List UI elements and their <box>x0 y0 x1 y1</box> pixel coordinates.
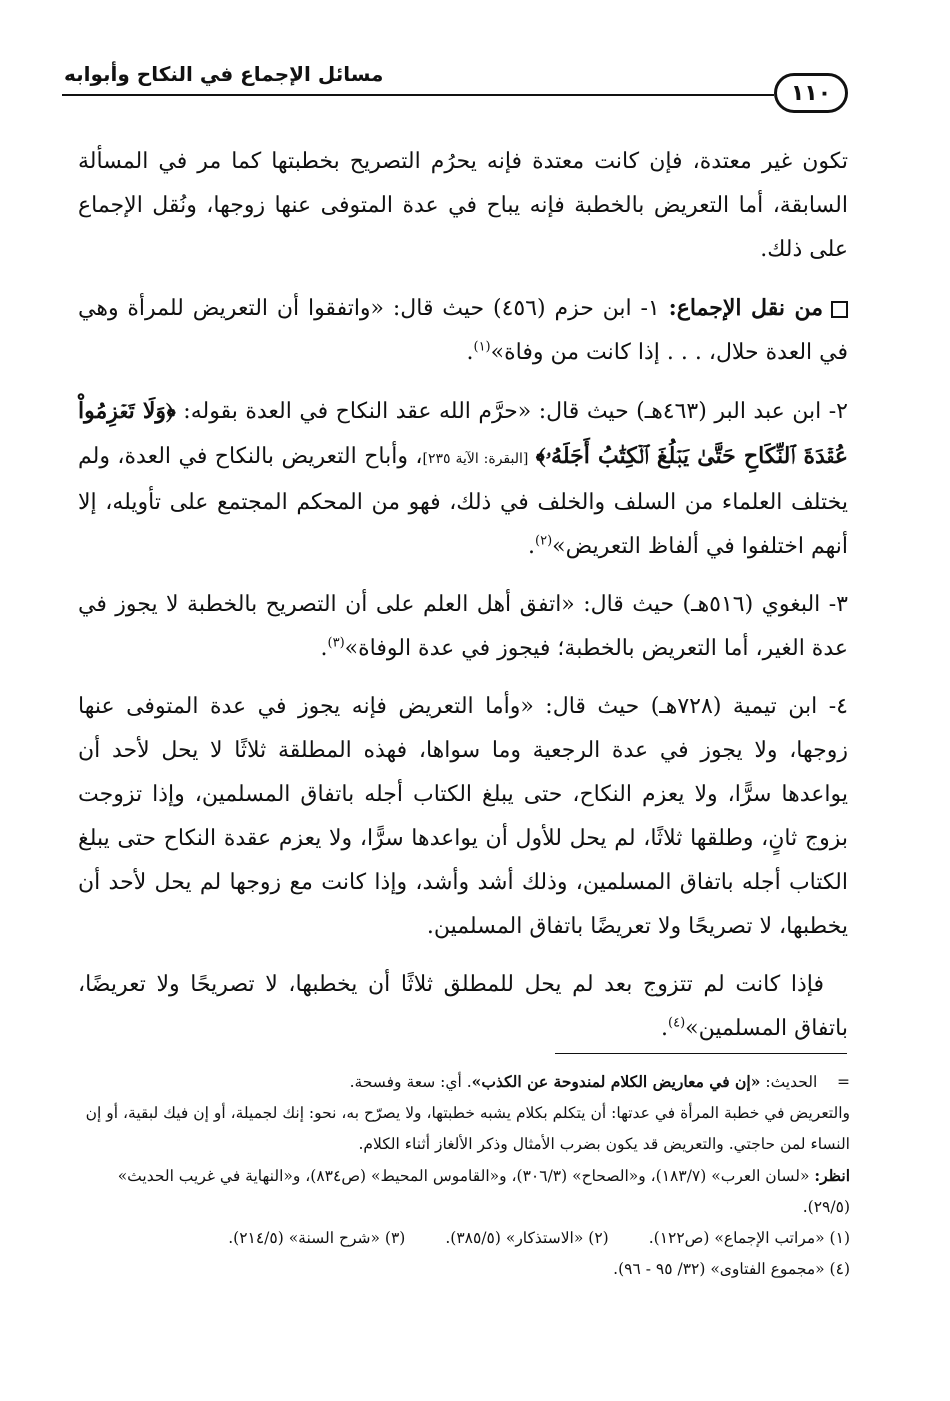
footnote-definition: والتعريض في خطبة المرأة في عدتها: أن يتكلم بكلام يشبه خطبتها، ولا يصرّح به، نحو: إنك لجميلة، أو إن فيك لبقية، أو إن النساء لمن حاجتي. والتعريض قد يكون بضرب الأمثال وذكر الألغاز أثناء الكلام. <box>85 1104 850 1153</box>
footnote-ref: (٤) <box>668 1015 686 1031</box>
footnote-continued <box>70 1066 850 1098</box>
footnote-4: (٤) «مجموع الفتاوى» (٣٢/ ٩٥ - ٩٦). <box>613 1260 850 1278</box>
baghawi-text: ٣- البغوي (٥١٦هـ) حيث قال: «اتفق أهل العلم على أن التصريح بالخطبة لا يجوز في عدة الغير، أما التعريض بالخطبة؛ فيجوز في عدة الوفاة» <box>78 592 848 661</box>
main-text <box>78 140 848 1065</box>
footnote-ref: (١) <box>473 339 491 355</box>
footnote-ref: (٢) <box>535 533 553 549</box>
see-label: انظر: <box>814 1166 850 1185</box>
paragraph-ibn-abd-albarr: ٢- ابن عبد البر (٤٦٣هـ) حيث قال: «حرَّم الله عقد النكاح في العدة بقوله: ﴿وَلَا تَعۡزِمُواْ عُقۡدَةَ ٱلنِّكَاحِ حَتَّىٰ يَبۡلُغَ ٱلۡكِتَٰبُ أَجَلَهُۥ﴾ [البقرة: الآية ٢٣٥]، وأباح التعريض بالنكاح في العدة، ولم يختلف العلماء من السلف والخلف في ذلك، فهو من المحكم المجتمع على تأويله، إلا أنهم اختلفوا في ألفاظ التعريض»$^{(٢)}$. <box>78 398 848 559</box>
paragraph-ibn-hazm: من نقل الإجماع: ١- ابن حزم (٤٥٦) حيث قال: «واتفقوا أن التعريض للمرأة وهي في العدة حلال، . . . إذا كانت من وفاة»$^{(١)}$. <box>78 295 848 365</box>
footnote-explanation: . أي: سعة وفسحة. <box>349 1073 472 1091</box>
hadith-quote: «إن في معاريض الكلام لمندوحة عن الكذب» <box>471 1072 761 1091</box>
see-text: «لسان العرب» (١٨٣/٧)، و«الصحاح» (٣٠٦/٣)، و«القاموس المحيط» (ص٨٣٤)، و«النهاية في غريب الحديث» (٢٩/٥). <box>117 1167 850 1216</box>
paragraph-continuation <box>78 963 848 1051</box>
header-rule <box>62 94 774 96</box>
page-number: ١١٠ <box>790 80 832 106</box>
ibn-abd-albarr-text-b: ، وأباح التعريض بالنكاح في العدة، ولم يختلف العلماء من السلف والخلف في ذلك، فهو من المحكم المجتمع على تأويله، إلا أنهم اختلفوا في ألفاظ التعريض» <box>78 444 848 559</box>
footnote-1: (١) «مراتب الإجماع» (ص١٢٢). <box>648 1229 850 1247</box>
ibn-hazm-text: ١- ابن حزم (٤٥٦) حيث قال: «واتفقوا أن التعريض للمرأة وهي في العدة حلال، . . . إذا كانت من وفاة» <box>78 296 848 365</box>
paragraph-baghawi: ٣- البغوي (٥١٦هـ) حيث قال: «اتفق أهل العلم على أن التصريح بالخطبة لا يجوز في عدة الغير، أما التعريض بالخطبة؛ فيجوز في عدة الوفاة»$^{(٣)}$. <box>78 592 848 661</box>
paragraph-ibn-taymiyya: ٤- ابن تيمية (٧٢٨هـ) حيث قال: «وأما التعريض فإنه يجوز في عدة المتوفى عنها زوجها، ولا يجوز في عدة الرجعية وما سواها، فهذه المطلقة ثلاثًا لا يحل لأحد أن يواعدها سرًّا، ولا يعزم النكاح، حتى يبلغ الكتاب أجله باتفاق المسلمين، وإذا تزوجت بزوج ثانٍ، وطلقها ثلاثًا، لم يحل للأول أن يواعدها سرًّا، ولا يعزم عقدة النكاح حتى يبلغ الكتاب أجله باتفاق المسلمين، وذلك أشد وأشد، وإذا كانت مع زوجها لم يحل لأحد أن يخطبها، لا تصريحًا ولا تعريضًا باتفاق المسلمين. <box>78 694 848 939</box>
running-title: مسائل الإجماع في النكاح وأبوابه <box>64 62 384 86</box>
section-heading: من نقل الإجماع: <box>668 295 823 321</box>
footnote-ref: (٣) <box>327 635 345 651</box>
continuation-text: فإذا كانت لم تتزوج بعد لم يحل للمطلق ثلاثًا أن يخطبها، لا تصريحًا ولا تعريضًا، باتفاق المسلمين» <box>78 972 848 1041</box>
quran-verse: ﴿وَلَا تَعۡزِمُواْ عُقۡدَةَ ٱلنِّكَاحِ حَتَّىٰ يَبۡلُغَ ٱلۡكِتَٰبُ أَجَلَهُۥ﴾ <box>78 398 848 469</box>
period: . <box>661 1016 668 1041</box>
footnote-3: (٣) «شرح السنة» (٢١٤/٥). <box>228 1229 406 1247</box>
paragraph-intro: تكون غير معتدة، فإن كانت معتدة فإنه يحرُم التصريح بخطبتها كما مر في المسألة السابقة، أما التعريض بالخطبة فإنه يباح في عدة المتوفى عنها زوجها، ونُقل الإجماع على ذلك. <box>78 149 848 262</box>
footnote-separator <box>555 1053 847 1054</box>
footnote-sources <box>70 1160 850 1223</box>
footnote-2: (٢) «الاستذكار» (٣٨٥/٥). <box>445 1229 609 1247</box>
verse-citation: [البقرة: الآية ٢٣٥] <box>422 451 529 467</box>
continuation-marker: = <box>837 1073 850 1091</box>
page-number-badge <box>774 73 848 113</box>
footnote-lead: الحديث: <box>765 1073 818 1091</box>
footnotes <box>70 1066 850 1285</box>
footnote-refs-row <box>70 1223 850 1254</box>
ibn-abd-albarr-text-a: ٢- ابن عبد البر (٤٦٣هـ) حيث قال: «حرَّم الله عقد النكاح في العدة بقوله: <box>183 399 848 424</box>
square-bullet-icon <box>831 301 848 318</box>
